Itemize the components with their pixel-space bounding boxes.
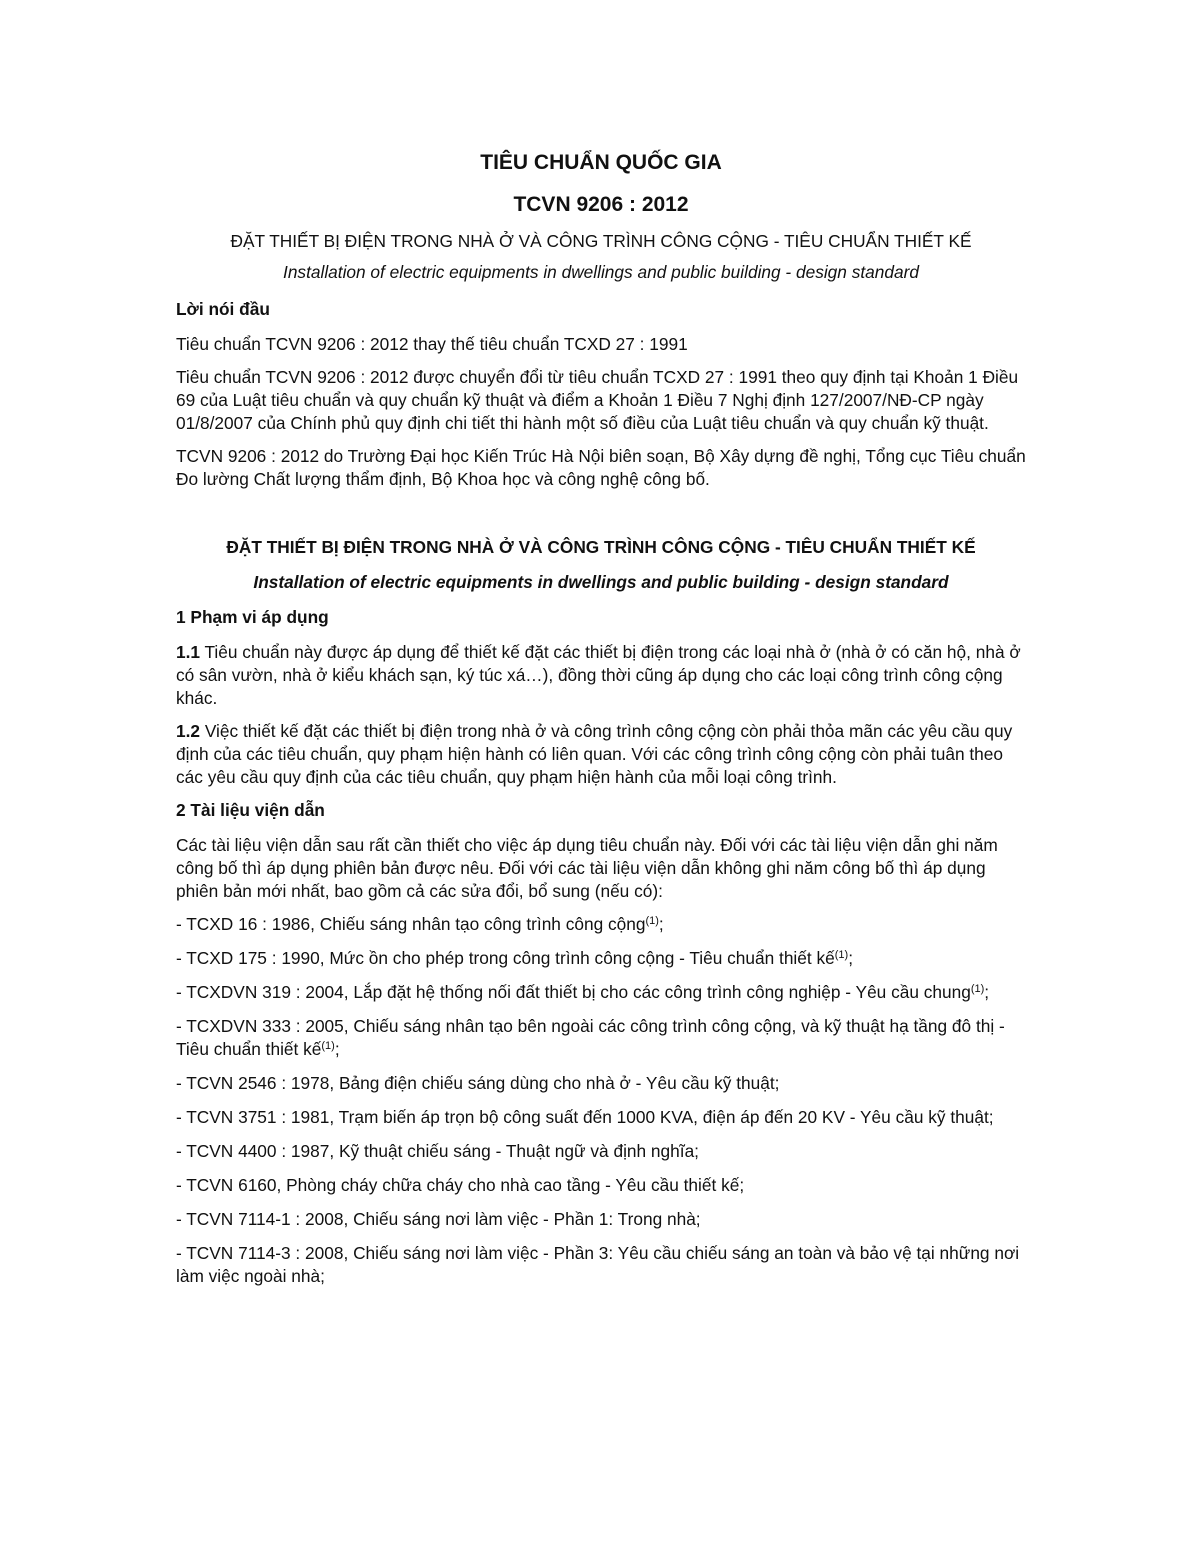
clause-number: 1.1 bbox=[176, 642, 201, 662]
reference-item: - TCVN 7114-1 : 2008, Chiếu sáng nơi làm việc - Phần 1: Trong nhà; bbox=[176, 1209, 701, 1229]
clause bbox=[176, 720, 1026, 789]
footnote-mark: (1) bbox=[321, 1040, 335, 1052]
reference-item: - TCVN 4400 : 1987, Kỹ thuật chiếu sáng - Thuật ngữ và định nghĩa; bbox=[176, 1141, 699, 1161]
body-title: ĐẶT THIẾT BỊ ĐIỆN TRONG NHÀ Ở VÀ CÔNG TRÌNH CÔNG CỘNG - TIÊU CHUẨN THIẾT KẾ bbox=[226, 537, 976, 557]
foreword-paragraph: Tiêu chuẩn TCVN 9206 : 2012 thay thế tiêu chuẩn TCXD 27 : 1991 bbox=[176, 334, 688, 354]
footnote-mark: (1) bbox=[970, 983, 985, 995]
document-subtitle-en: Installation of electric equipments in dwellings and public building - design standard bbox=[283, 262, 919, 282]
footnote-mark: (1) bbox=[834, 949, 849, 961]
reference-item: - TCVN 3751 : 1981, Trạm biến áp trọn bộ công suất đến 1000 KVA, điện áp đến 20 KV - Yêu cầu kỹ thuật; bbox=[176, 1107, 994, 1127]
reference-item: - TCVN 6160, Phòng cháy chữa cháy cho nhà cao tầng - Yêu cầu thiết kế; bbox=[176, 1175, 745, 1195]
section-heading: 2 Tài liệu viện dẫn bbox=[176, 800, 325, 820]
spacer bbox=[176, 501, 1026, 536]
reference-item: - TCVN 2546 : 1978, Bảng điện chiếu sáng dùng cho nhà ở - Yêu cầu kỹ thuật; bbox=[176, 1073, 780, 1093]
body-title-en: Installation of electric equipments in dwellings and public building - design standard bbox=[253, 572, 949, 592]
footnote-mark: (1) bbox=[645, 915, 659, 927]
document-page bbox=[176, 150, 1026, 1299]
document-code: TCVN 9206 : 2012 bbox=[513, 193, 689, 216]
foreword-paragraph: TCVN 9206 : 2012 do Trường Đại học Kiến Trúc Hà Nội biên soạn, Bộ Xây dựng đề nghị, Tổng cục Tiêu chuẩn Đo lường Chất lượng thẩm định, Bộ Khoa học và công nghệ công bố. bbox=[176, 446, 1026, 489]
reference-item: - TCXD 16 : 1986, Chiếu sáng nhân tạo công trình công cộng$^{(1)}$; bbox=[176, 914, 664, 934]
clause-number: 1.2 bbox=[176, 721, 201, 741]
reference-item: - TCVN 7114-3 : 2008, Chiếu sáng nơi làm việc - Phần 3: Yêu cầu chiếu sáng an toàn và bảo vệ tại những nơi làm việc ngoài nhà; bbox=[176, 1243, 1020, 1286]
reference-item: - TCXD 175 : 1990, Mức ồn cho phép trong công trình công cộng - Tiêu chuẩn thiết kế$^{(1)}$; bbox=[176, 948, 853, 968]
reference-item: - TCXDVN 333 : 2005, Chiếu sáng nhân tạo bên ngoài các công trình công cộng, và kỹ thuật hạ tầng đô thị - Tiêu chuẩn thiết kế$^{(1)}$; bbox=[176, 1016, 1005, 1059]
section-intro: Các tài liệu viện dẫn sau rất cần thiết cho việc áp dụng tiêu chuẩn này. Đối với các tài liệu viện dẫn ghi năm công bố thì áp dụng phiên bản được nêu. Đối với các tài liệu viện dẫn không ghi năm công bố thì áp dụng phiên bản mới nhất, bao gồm cả các sửa đổi, bổ sung (nếu có): bbox=[176, 835, 998, 901]
foreword-heading: Lời nói đầu bbox=[176, 299, 270, 319]
clause-text: Tiêu chuẩn này được áp dụng để thiết kế đặt các thiết bị điện trong các loại nhà ở (nhà ở có căn hộ, nhà ở có sân vườn, nhà ở kiểu khách sạn, ký túc xá…), đồng thời cũng áp dụng cho các loại công trình công cộng khác. bbox=[176, 642, 1021, 708]
clause bbox=[176, 641, 1026, 710]
document-title: TIÊU CHUẨN QUỐC GIA bbox=[480, 151, 722, 174]
reference-item: - TCXDVN 319 : 2004, Lắp đặt hệ thống nối đất thiết bị cho các công trình công nghiệp - Yêu cầu chung$^{(1)}$; bbox=[176, 982, 990, 1002]
clause-text: Việc thiết kế đặt các thiết bị điện trong nhà ở và công trình công cộng còn phải thỏa mãn các yêu cầu quy định của các tiêu chuẩn, quy phạm hiện hành có liên quan. Với các công trình công cộng còn phải tuân theo các yêu cầu quy định của các tiêu chuẩn, quy phạm hiện hành của mỗi loại công trình. bbox=[176, 721, 1013, 787]
document-subtitle: ĐẶT THIẾT BỊ ĐIỆN TRONG NHÀ Ở VÀ CÔNG TRÌNH CÔNG CỘNG - TIÊU CHUẨN THIẾT KẾ bbox=[230, 231, 972, 251]
foreword-paragraph: Tiêu chuẩn TCVN 9206 : 2012 được chuyển đổi từ tiêu chuẩn TCXD 27 : 1991 theo quy định tại Khoản 1 Điều 69 của Luật tiêu chuẩn và quy chuẩn kỹ thuật và điểm a Khoản 1 Điều 7 Nghị định 127/2007/NĐ-CP ngày 01/8/2007 của Chính phủ quy định chi tiết thi hành một số điều của Luật tiêu chuẩn và quy chuẩn kỹ thuật. bbox=[176, 367, 1019, 433]
section-heading: 1 Phạm vi áp dụng bbox=[176, 607, 329, 627]
